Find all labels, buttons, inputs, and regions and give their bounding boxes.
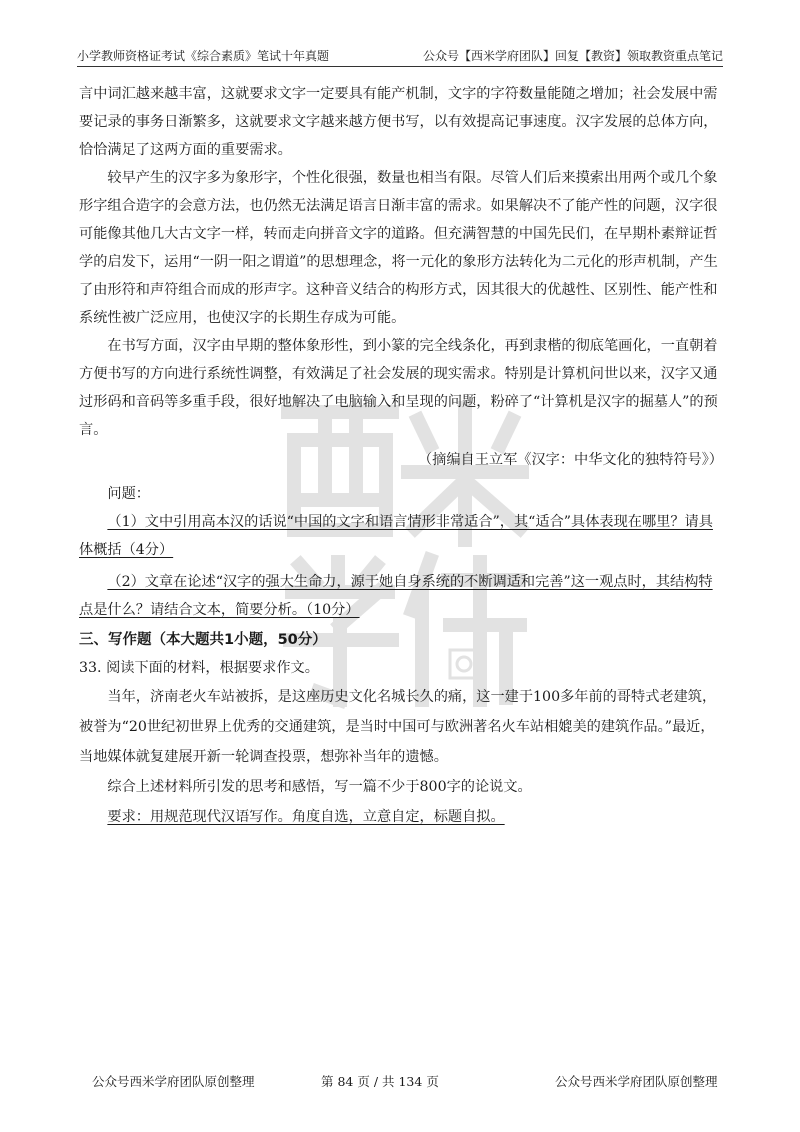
paragraph: 较早产生的汉字多为象形字，个性化很强，数量也相当有限。尽管人们后来摸索出用两个或几个象形字组合造字的会意方法，也仍然无法满足语言日渐丰富的需求。如果解决不了能产性的问题，汉字很可能像其他几大古文字一样，转而走向拼音文字的道路。但充满智慧的中国先民们，在早期朴素辩证哲学的启发下，运用“一阴一阳之谓道”的思想理念，将一元化的象形方法转化为二元化的形声机制，产生了由形符和声符组合而成的形声字。这种音义结合的构形方式，因其很大的优越性、区别性、能产性和系统性被广泛应用，也使汉字的长期生存成为可能。 (79, 170, 718, 326)
requirement-text: 要求：用规范现代汉语写作。角度自选，立意自定，标题自拟。 (107, 809, 505, 825)
section-heading-writing: 三、写作题（本大题共1小题，50分） (79, 632, 327, 648)
page-content (79, 80, 723, 832)
page-header (77, 44, 723, 67)
question-33: 33. 阅读下面的材料，根据要求作文。 (79, 660, 319, 676)
header-left-text: 小学教师资格证考试《综合素质》笔试十年真题 (77, 49, 330, 63)
material-paragraph: 当年，济南老火车站被拆，是这座历史文化名城长久的痛，这一建于100多年前的哥特式老建筑，被誉为“20世纪初世界上优秀的交通建筑，是当时中国可与欧洲著名火车站相媲美的建筑作品。”最近，当地媒体就复建展开新一轮调查投票，想弥补当年的遗憾。 (79, 689, 717, 765)
footer-right-text: 公众号西米学府团队原创整理 (555, 1074, 718, 1089)
question-heading: 问题： (107, 486, 150, 502)
source-citation: （摘编自王立军《汉字：中华文化的独特符号》） (417, 452, 723, 468)
question-1: （1）文中引用高本汉的话说“中国的文字和语言情形非常适合”，其“适合”具体表现在哪里？请具体概括（4分） (79, 514, 713, 558)
page-number: 第 84 页 / 共 134 页 (321, 1074, 439, 1089)
paragraph: 言中词汇越来越丰富，这就要求文字一定要具有能产机制，文字的字符数量能随之增加；社会发展中需要记录的事务日渐繁多，这就要求文字越来越方便书写，以有效提高记事速度。汉字发展的总体方向，恰恰满足了这两方面的重要需求。 (79, 86, 718, 158)
requirement-line (79, 802, 723, 832)
header-right-text: 公众号【西米学府团队】回复【教资】领取教资重点笔记 (422, 49, 723, 63)
task-instruction: 综合上述材料所引发的思考和感悟，写一篇不少于800字的论说文。 (107, 779, 532, 795)
question-2: （2）文章在论述“汉字的强大生命力，源于她自身系统的不断调适和完善”这一观点时，其结构特点是什么？请结合文本，简要分析。（10分） (79, 574, 713, 618)
footer-left-text: 公众号西米学府团队原创整理 (92, 1074, 255, 1089)
paragraph: 在书写方面，汉字由早期的整体象形性，到小篆的完全线条化，再到隶楷的彻底笔画化，一直朝着方便书写的方向进行系统性调整，有效满足了社会发展的现实需求。特别是计算机问世以来，汉字又通过形码和音码等多重手段，很好地解决了电脑输入和呈现的问题，粉碎了“计算机是汉字的掘墓人”的预言。 (79, 338, 718, 438)
